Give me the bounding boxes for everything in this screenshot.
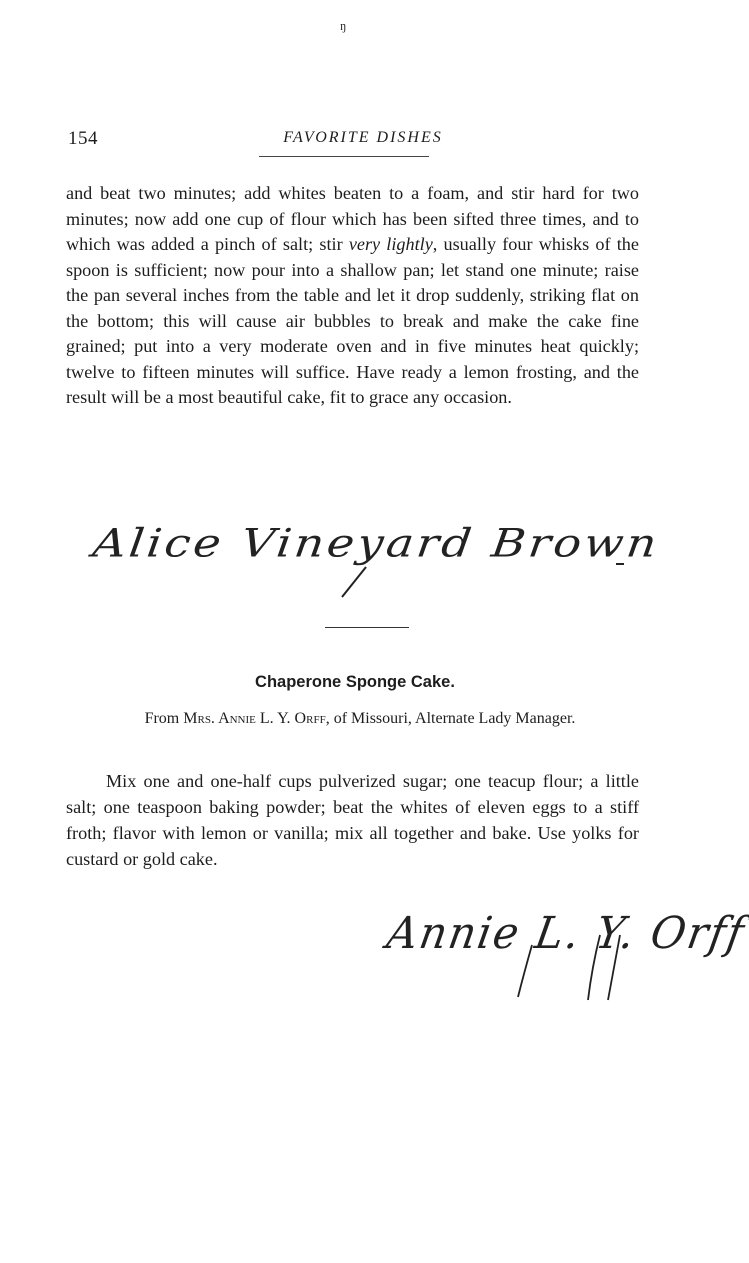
emphasis-text: very lightly — [348, 234, 433, 254]
signature-text: Annie L. Y. Orff — [383, 907, 749, 959]
attribution-suffix: , of Missouri, Alternate Lady Manager. — [325, 710, 576, 727]
recipe-body-paragraph — [66, 768, 639, 872]
signature-alice-vineyard-brown — [90, 512, 663, 602]
page-mark: ŋ — [340, 18, 347, 33]
paragraph-text: and beat two minutes; add whites beaten to a foam, and stir hard for two minutes; now add one cup of flour which has been sifted three times, and to which was added a pinch of salt; stir — [66, 183, 639, 254]
signature-annie-orff — [383, 905, 749, 1005]
page-number: 154 — [68, 128, 98, 149]
attribution-prefix: From — [144, 710, 184, 727]
header-rule — [259, 156, 429, 157]
running-head — [68, 128, 638, 152]
paragraph-text: , usually four whisks of the spoon is sufficient; now pour into a shallow pan; let stand one minute; raise the pan several inches from the table and let it drop suddenly, striking flat on the bottom; this will cause air bubbles to break and make the cake fine grained; put into a very moderate oven and in five minutes heat quickly; twelve to fifteen minutes will suffice. Have ready a lemon frosting, and the result will be a most beautiful cake, fit to grace any occasion. — [66, 234, 639, 407]
section-divider — [325, 627, 409, 628]
paragraph-text: Mix one and one-half cups pulverized sugar; one teacup flour; a little salt; one teaspoon baking powder; beat the whites of eleven eggs to a stiff froth; flavor with lemon or vanilla; mix all together and bake. Use yolks for custard or gold cake. — [66, 771, 639, 869]
running-title: FAVORITE DISHES — [283, 129, 443, 146]
recipe-attribution — [90, 708, 630, 730]
attribution-name: Annie L. Y. Orff — [218, 710, 326, 727]
recipe-continued-paragraph — [66, 181, 639, 411]
signature-text: Alice Vineyard Brown — [90, 520, 663, 566]
attribution-honorific: Mrs. — [183, 710, 219, 727]
recipe-title: Chaperone Sponge Cake. — [255, 673, 455, 691]
